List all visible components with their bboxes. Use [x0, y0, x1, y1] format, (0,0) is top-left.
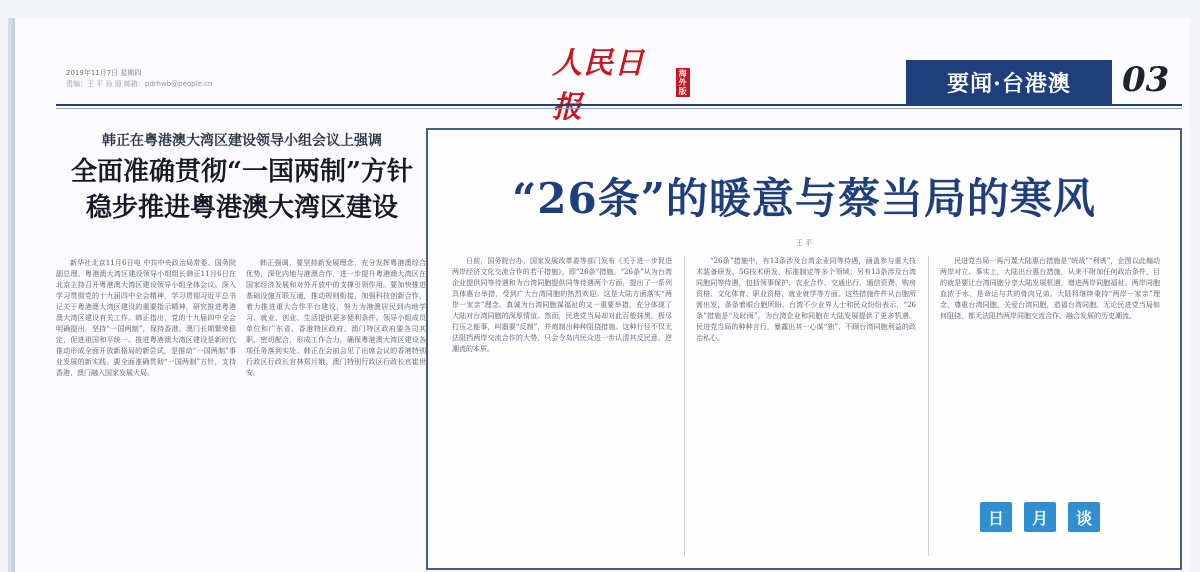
column-divider — [928, 256, 929, 556]
article-column-2-text: 韩正强调，要坚持新发展理念，充分发挥粤港澳综合优势，深化内地与港澳合作，进一步提升粤港澳大湾区在国家经济发展和对外开放中的支撑引领作用。要加快推进基础设施互联互通，推动规则衔接，加强科技创新合作，着力推进重大合作平台建设，努力为港澳居民到内地学习、就业、创业、生活提供更多便利条件。领导小组成员单位和广东省、香港特区政府、澳门特区政府要各司其职、密切配合，形成工作合力，确保粤港澳大湾区建设各项任务落到实处。韩正在会前会见了出席会议的香港特别行政区行政长官林郑月娥、澳门特别行政区行政长官崔世安。 — [246, 259, 426, 377]
issue-date: 2019年11月7日 星期四 — [66, 69, 142, 77]
logo-text: 人民日 — [552, 46, 645, 81]
editor-credits: 责编：王 平 孙 迎 邮箱：pdrhwb@people.cn — [66, 80, 213, 88]
commentary-title: “26条”的暖意与蔡当局的寒风 — [512, 174, 1096, 223]
commentary-column-3 — [940, 256, 1160, 488]
masthead-meta — [66, 68, 212, 90]
article-column-2 — [246, 258, 426, 564]
page-edge-rule — [12, 18, 15, 572]
masthead-rule-thin — [56, 108, 1182, 109]
article-column-1 — [56, 258, 236, 564]
headline-line-1: 全面准确贯彻“一国两制”方针 — [71, 157, 413, 187]
column-series-badges — [980, 502, 1100, 532]
section-label: 要闻·台港澳 — [906, 60, 1112, 104]
commentary-column-2-text: “26条”措施中，有13条涉及台湾企业同等待遇，涵盖参与重大技术装备研发、5G技术研发、标准制定等多个领域；另有13条涉及台湾同胞同等待遇，包括领事保护、农业合作、交通出行、通信资费、购房资格、文化体育、职业资格、就业就学等方面。这些措施件件从台胞所需出发，条条着眼台胞所盼。台湾不少业界人士和民众纷纷表示，“26条”措施是“及时雨”，为台湾企业和同胞在大陆发展提供了更多机遇。民进党当局的种种言行，暴露出其一心谋“独”、不顾台湾同胞利益的政治私心。 — [696, 257, 916, 342]
headline-line-2: 稳步推进粤港澳大湾区建设 — [85, 193, 398, 223]
badge-yue: 月 — [1024, 502, 1056, 532]
commentary-byline: 王 平 — [795, 239, 813, 247]
masthead-rule — [56, 104, 1182, 106]
column-divider — [684, 256, 685, 556]
badge-tan: 谈 — [1068, 502, 1100, 532]
article-headline — [52, 154, 432, 226]
newspaper-logo — [552, 46, 690, 102]
commentary-column-1-text: 日前，国务院台办、国家发展改革委等部门发布《关于进一步促进两岸经济文化交流合作的若干措施》，即“26条”措施。“26条”从为台湾企业提供同等待遇和为台湾同胞提供同等待遇两个方面，提出了一系列具体惠台举措，受到广大台湾同胞的热烈欢迎。这是大陆方面落实“两岸一家亲”理念、真诚为台湾同胞谋福祉的又一重要举措，充分体现了大陆对台湾同胞的深厚情谊。然而，民进党当局却对此百般抹黑，极尽打压之能事，叫嚣要“反制”，并炮制出种种阻挠措施。这种行径不仅无法阻挡两岸交流合作的大势，只会令岛内民众进一步认清其反民意、逆潮流的本质。 — [452, 257, 672, 353]
badge-ri: 日 — [980, 502, 1012, 532]
article-kicker: 韩正在粤港澳大湾区建设领导小组会议上强调 — [102, 133, 382, 149]
commentary-column-1 — [452, 256, 672, 556]
page-number: 03 — [1122, 60, 1170, 100]
logo-edition-tag: 海外版 — [676, 68, 690, 97]
article-column-1-text: 新华社北京11月6日电 中共中央政治局常委、国务院副总理、粤港澳大湾区建设领导小组组长韩正11月6日在北京主持召开粤港澳大湾区建设领导小组全体会议。深入学习贯彻党的十九届四中全会精神，学习贯彻习近平总书记关于粤港澳大湾区建设的重要指示精神，研究推进粤港澳大湾区建设有关工作。韩正指出，党的十九届四中全会明确提出，坚持“一国两制”，保持香港、澳门长期繁荣稳定，促进祖国和平统一。推进粤港澳大湾区建设是新时代推动形成全面开放新格局的新尝试，是推动“一国两制”事业发展的新实践。要全面准确贯彻“一国两制”方针，支持香港、澳门融入国家发展大局。 — [56, 259, 236, 377]
commentary-column-3-text: 民进党当局一再污蔑大陆惠台措施是“统战”“利诱”，企图以此煽动两岸对立。事实上，大陆出台惠台措施，从来不附加任何政治条件，目的就是要让台湾同胞分享大陆发展机遇，增进两岸同胞福祉。两岸同胞血浓于水，是命运与共的骨肉兄弟。大陆将继续秉持“两岸一家亲”理念，尊重台湾同胞，关爱台湾同胞，造福台湾同胞。无论民进党当局如何阻挠，都无法阻挡两岸同胞交流合作、融合发展的历史潮流。 — [940, 257, 1160, 320]
newspaper-page — [12, 18, 1190, 572]
commentary-box — [426, 128, 1182, 570]
commentary-column-2 — [696, 256, 916, 556]
